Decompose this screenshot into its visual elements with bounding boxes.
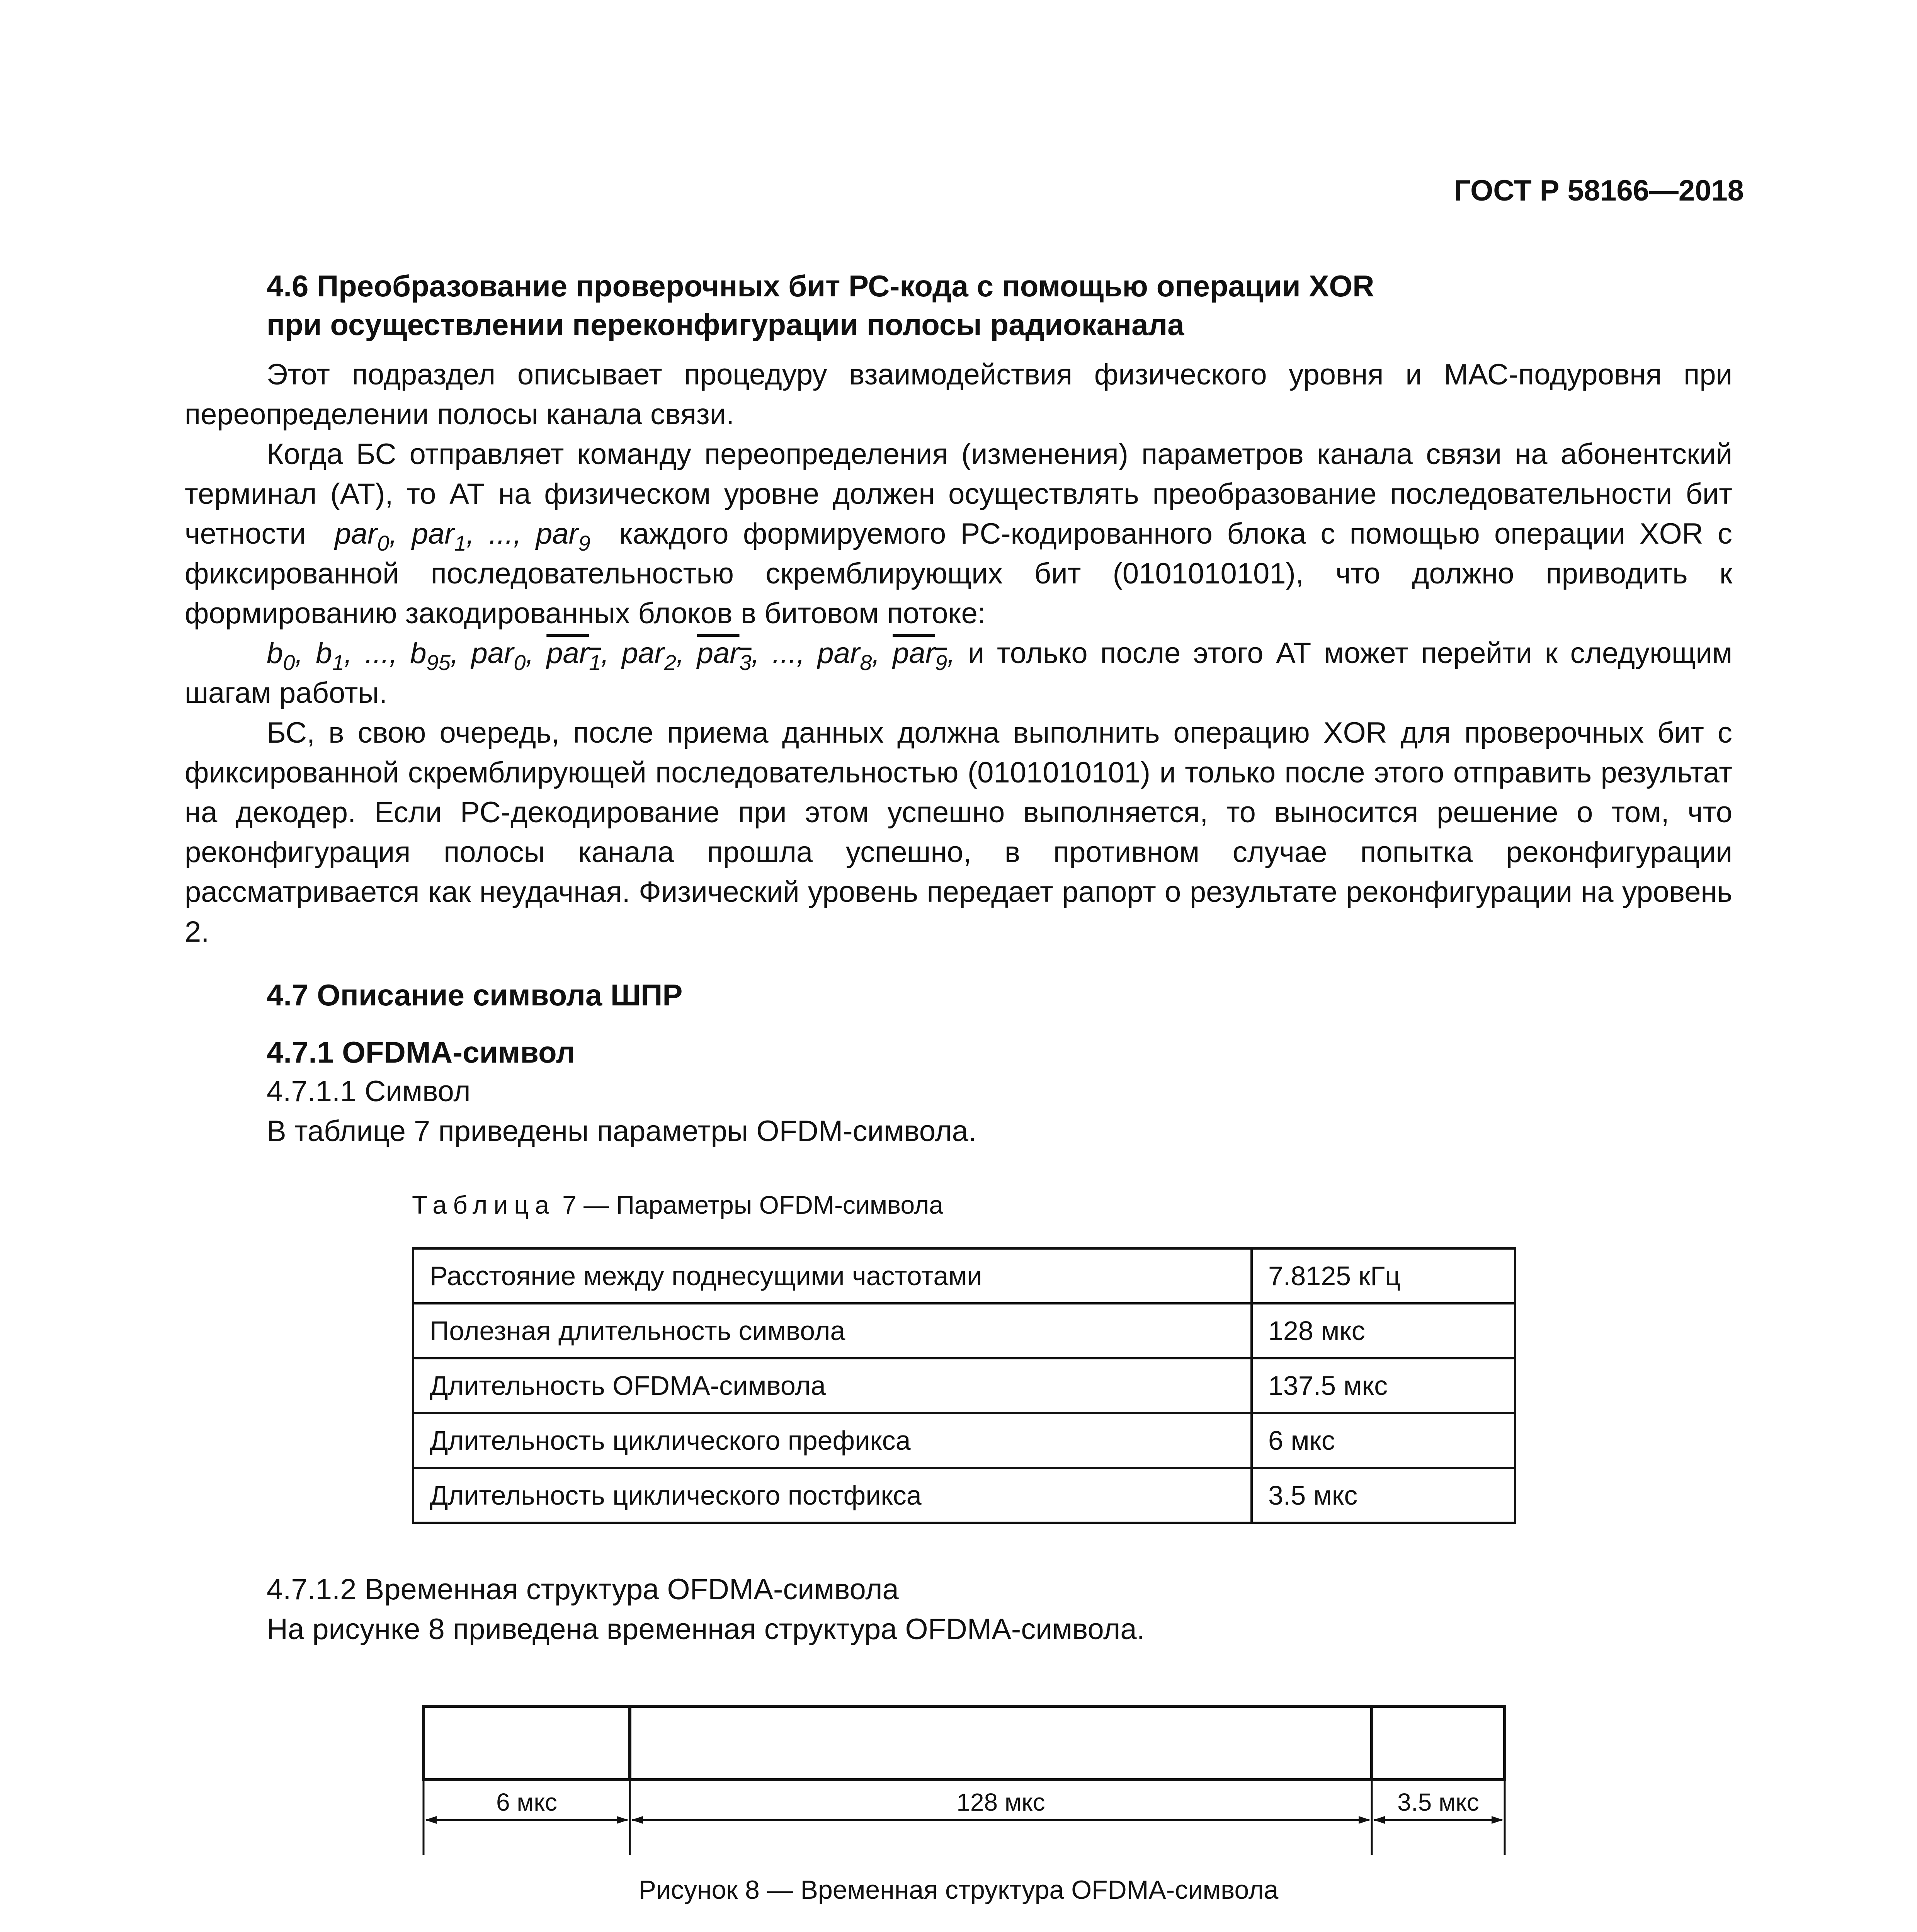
encoded-block-formula: $b_0$, $b_1$, ..., $b_{95}$, par$_0$, par$_1$, par$_2$, par$_3$, ..., par$_8$, par$_9$, bbox=[267, 637, 956, 675]
table-caption-word: Таблица bbox=[412, 1190, 555, 1219]
symbol-frame bbox=[424, 1706, 1505, 1780]
section-4-6 bbox=[185, 267, 1732, 952]
useful-label: 128 мкс bbox=[956, 1788, 1045, 1816]
table-intro: В таблице 7 приведены параметры OFDM-символа. bbox=[267, 1115, 977, 1148]
section-4-6-paragraph-2 bbox=[185, 434, 1732, 633]
section-4-7-1-2 bbox=[185, 1570, 1732, 1649]
table-row bbox=[413, 1303, 1515, 1358]
param-value: 128 мкс bbox=[1252, 1303, 1515, 1358]
standard-header: ГОСТ Р 58166—2018 bbox=[1454, 174, 1744, 207]
ofdma-time-structure-figure bbox=[421, 1704, 1507, 1866]
param-name: Длительность OFDMA-символа bbox=[413, 1358, 1252, 1413]
section-4-6-title-line1: 4.6 Преобразование проверочных бит РС-кода с помощью операции XOR bbox=[267, 269, 1374, 303]
figure-caption: Рисунок 8 — Временная структура OFDMA-символа bbox=[638, 1875, 1279, 1905]
table-caption bbox=[412, 1190, 943, 1219]
paragraph-3-tail: и только после этого АТ может перейти к следующим шагам работы. bbox=[185, 637, 1733, 709]
figure-intro: На рисунке 8 приведена временная структура OFDMA-символа. bbox=[267, 1613, 1145, 1646]
param-name: Полезная длительность символа bbox=[413, 1303, 1252, 1358]
section-4-7-1-1-title: 4.7.1.1 Символ bbox=[267, 1075, 471, 1108]
param-name: Длительность циклического постфикса bbox=[413, 1468, 1252, 1523]
table-row bbox=[413, 1413, 1515, 1468]
paragraph-2-part-1: Когда БС отправляет команду переопределения (изменения) параметров канала связи на абонентский терминал (АТ), то АТ на физическом уровне должен осуществлять преобразование последовательности бит четности bbox=[185, 438, 1732, 550]
param-value: 6 мкс bbox=[1252, 1413, 1515, 1468]
param-value: 137.5 мкс bbox=[1252, 1358, 1515, 1413]
section-4-7-1-2-title: 4.7.1.2 Временная структура OFDMA-символа bbox=[267, 1573, 899, 1606]
paragraph-2-part-2: каждого формируемого РС-кодированного блока с помощью операции XOR с фиксированной последовательностью скремблирующих бит (0101010101), что должно приводить к формированию закодированных блоков в битовом потоке: bbox=[185, 517, 1732, 630]
section-4-7 bbox=[185, 976, 1732, 1151]
param-name: Расстояние между поднесущими частотами bbox=[413, 1248, 1252, 1303]
section-4-6-title-line2: при осуществлении переконфигурации полосы радиоканала bbox=[267, 308, 1184, 342]
parity-sequence-formula: par$_0$, par$_1$, ..., par$_9$ bbox=[320, 517, 590, 555]
param-value: 3.5 мкс bbox=[1252, 1468, 1515, 1523]
param-value: 7.8125 кГц bbox=[1252, 1248, 1515, 1303]
ofdm-parameters-table bbox=[412, 1247, 1516, 1524]
table-caption-text: 7 — Параметры OFDM-символа bbox=[555, 1190, 943, 1219]
table-row bbox=[413, 1468, 1515, 1523]
param-name: Длительность циклического префикса bbox=[413, 1413, 1252, 1468]
section-4-6-paragraph-3 bbox=[185, 633, 1732, 713]
section-4-6-paragraph-1: Этот подраздел описывает процедуру взаимодействия физического уровня и МАС-подуровня при переопределении полосы канала связи. bbox=[185, 358, 1732, 431]
section-4-6-paragraph-4: БС, в свою очередь, после приема данных должна выполнить операцию XOR для проверочных бит с фиксированной скремблирующей последовательностью (0101010101) и только после этого отправить результат на декодер. Если РС-декодирование при этом успешно выполняется, то выносится решение о том, что реконфигурация полосы канала прошла успешно, в противном случае попытка реконфигурации рассматривается как неудачная. Физический уровень передает рапорт о результате реконфигурации на уровень 2. bbox=[185, 716, 1732, 948]
section-4-7-title: 4.7 Описание символа ШПР bbox=[267, 978, 683, 1012]
section-4-7-1-title: 4.7.1 OFDMA-символ bbox=[267, 1035, 575, 1069]
postfix-label: 3.5 мкс bbox=[1397, 1788, 1479, 1816]
table-row bbox=[413, 1248, 1515, 1303]
table-row bbox=[413, 1358, 1515, 1413]
prefix-label: 6 мкс bbox=[496, 1788, 558, 1816]
